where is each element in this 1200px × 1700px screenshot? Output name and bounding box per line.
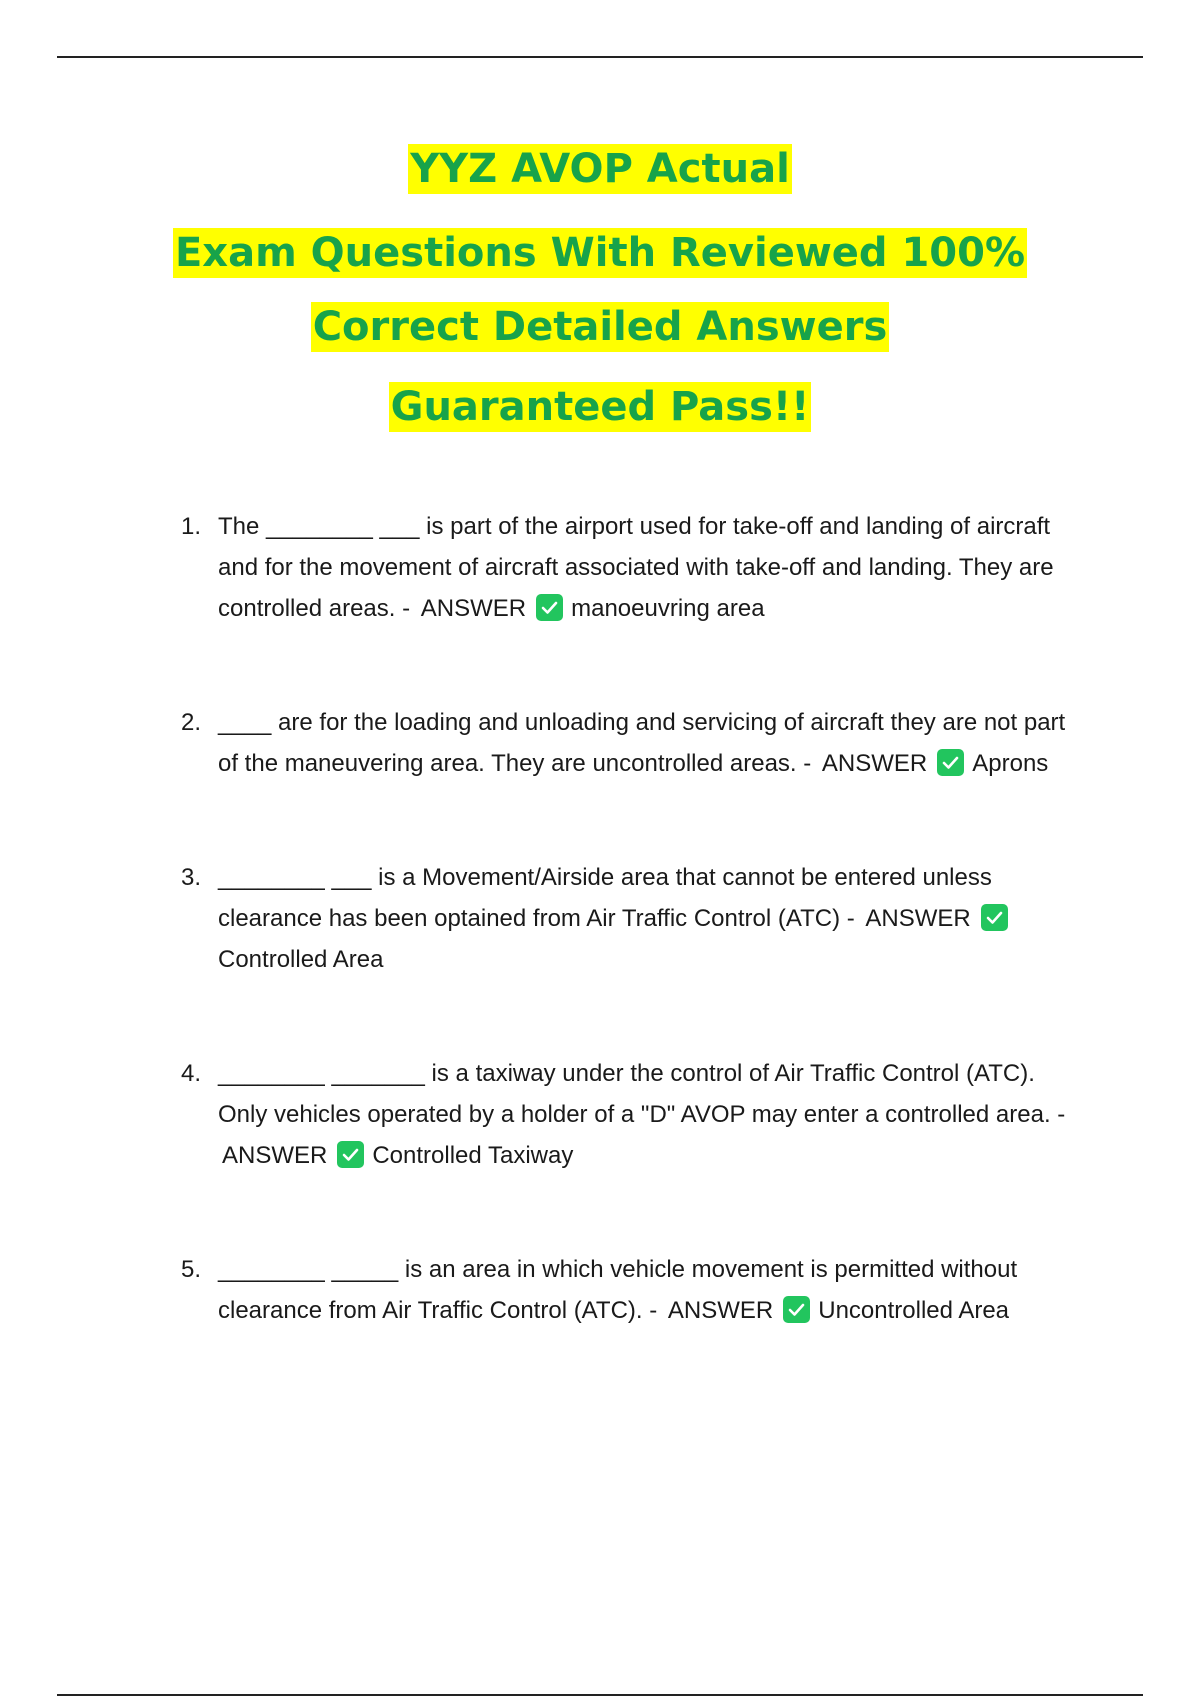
answer-label: ANSWER xyxy=(420,595,527,622)
question-item xyxy=(0,857,1200,980)
answer-label: ANSWER xyxy=(865,905,971,932)
question-item xyxy=(0,1249,1200,1331)
answer-label: ANSWER xyxy=(667,1297,774,1324)
question-text: ________ _______ is a taxiway under the control of Air Traffic Control (ATC). Only vehicles operated by a holder of a "D" AVOP may enter a controlled area. - xyxy=(218,1060,1066,1128)
answer-text: manoeuvring area xyxy=(571,595,765,622)
question-number: 1. xyxy=(181,513,202,540)
question-item xyxy=(0,506,1200,629)
answer-text: Controlled Taxiway xyxy=(372,1142,574,1169)
title-line-4: Guaranteed Pass!! xyxy=(390,384,810,430)
check-box-icon xyxy=(783,1296,810,1323)
question-number: 3. xyxy=(181,864,202,891)
question-list xyxy=(0,506,1200,1404)
question-text: ________ ___ is a Movement/Airside area that cannot be entered unless clearance has been optained from Air Traffic Control (ATC) - xyxy=(218,864,992,932)
question-text: ________ _____ is an area in which vehicle movement is permitted without clearance from Air Traffic Control (ATC). - xyxy=(218,1256,1018,1324)
check-box-icon xyxy=(337,1141,364,1168)
answer-text: Aprons xyxy=(972,750,1049,777)
top-divider xyxy=(57,56,1143,58)
question-number: 2. xyxy=(181,709,202,736)
title-line-1: YYZ AVOP Actual xyxy=(410,146,790,192)
question-item xyxy=(0,702,1200,784)
check-box-icon xyxy=(536,594,563,621)
answer-text: Uncontrolled Area xyxy=(818,1297,1010,1324)
title-line-2: Exam Questions With Reviewed 100% xyxy=(174,230,1026,276)
answer-label: ANSWER xyxy=(821,750,928,777)
question-item xyxy=(0,1053,1200,1176)
question-number: 5. xyxy=(181,1256,202,1283)
check-box-icon xyxy=(937,749,964,776)
question-text: ____ are for the loading and unloading and servicing of aircraft they are not part of the maneuvering area. They are uncontrolled areas. - xyxy=(218,709,1066,777)
check-box-icon xyxy=(981,904,1008,931)
bottom-divider xyxy=(57,1694,1143,1696)
title-line-3: Correct Detailed Answers xyxy=(312,304,888,350)
question-text: The ________ ___ is part of the airport used for take-off and landing of aircraft and for the movement of aircraft associated with take-off and landing. They are controlled areas. - xyxy=(218,513,1054,622)
answer-label: ANSWER xyxy=(222,1142,328,1169)
question-number: 4. xyxy=(181,1060,202,1087)
answer-text: Controlled Area xyxy=(218,946,384,973)
document-title xyxy=(0,140,1200,452)
